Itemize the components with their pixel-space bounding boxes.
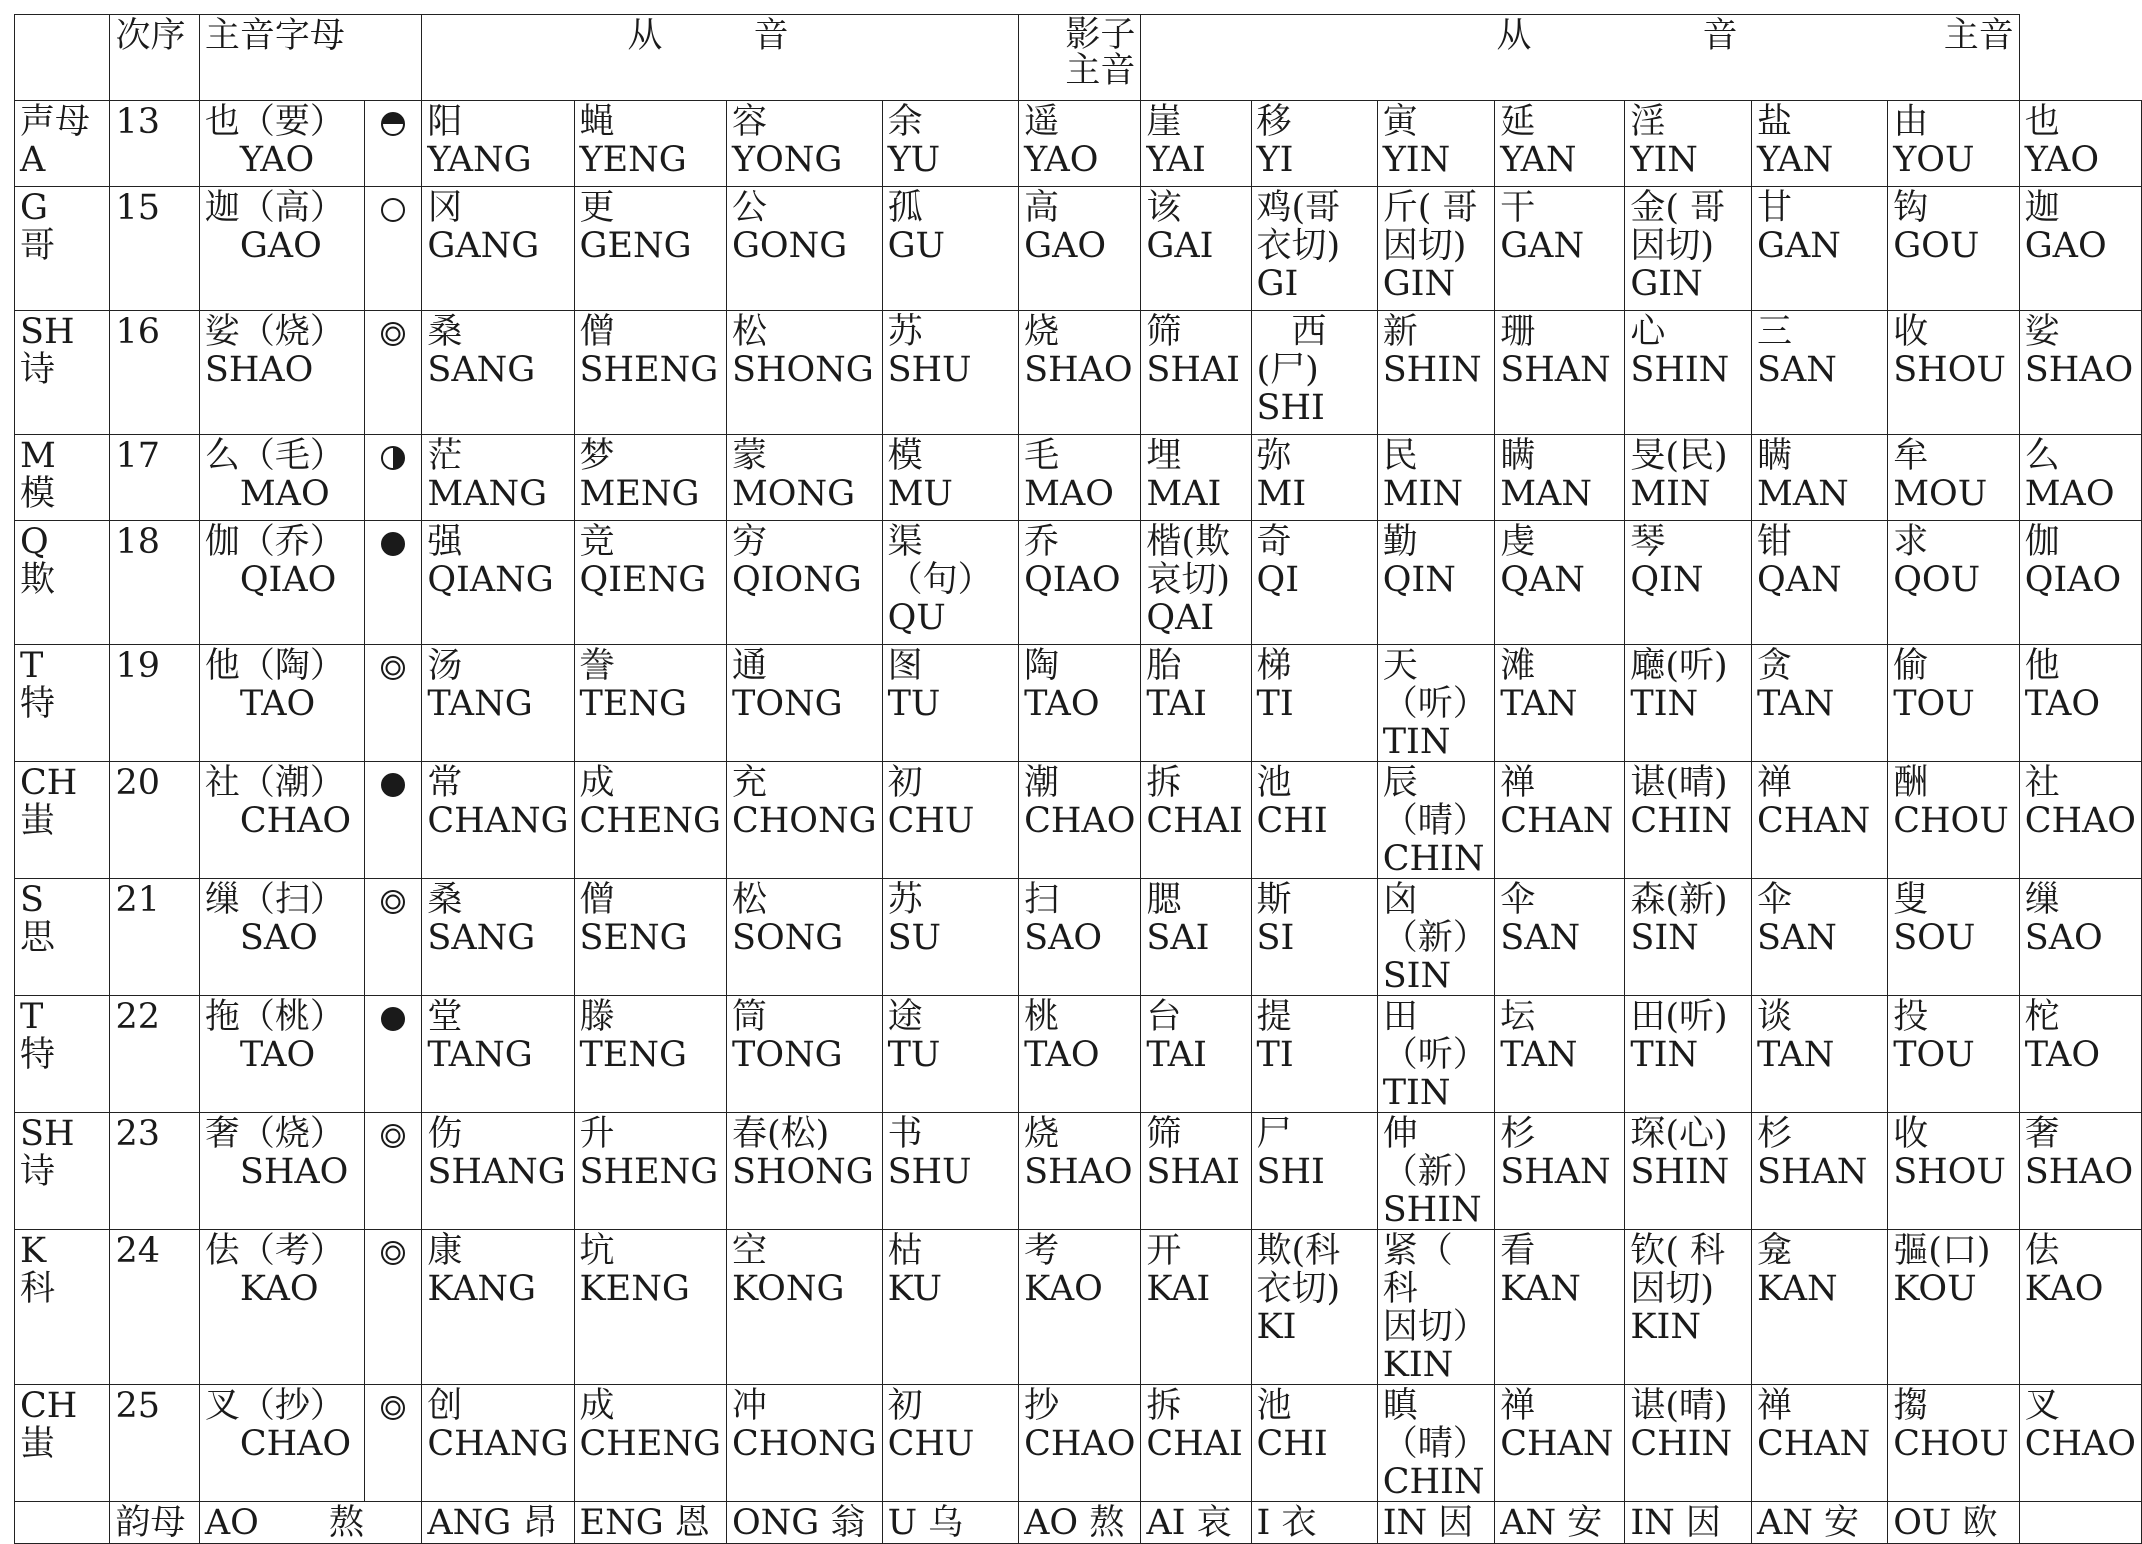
cong-yin-6-cell: 西 (尸) SHI — [1251, 311, 1377, 435]
tone-symbol-cell — [365, 1230, 422, 1385]
cong-yin-4-cell: 图 TU — [882, 645, 1019, 762]
cong-yin-1-cell: 桑 SANG — [422, 879, 574, 996]
cong-yin-9-cell: 田(听) TIN — [1625, 996, 1752, 1113]
cong-yin-1-cell: 创 CHANG — [422, 1385, 574, 1502]
order-cell: 15 — [110, 187, 199, 311]
cong-yin-10-cell: 甘 GAN — [1751, 187, 1887, 311]
cong-yin-9-cell: 谌(晴) CHIN — [1625, 762, 1752, 879]
circle-filled-icon — [379, 1005, 407, 1033]
cong-yin-3-cell: 容 YONG — [726, 101, 882, 187]
shadow-main-cell: 乔 QIAO — [1019, 521, 1141, 645]
cong-yin-9-cell: 淫 YIN — [1625, 101, 1752, 187]
cong-yin-7-cell: 斤( 哥 因切) GIN — [1377, 187, 1495, 311]
cong-yin-7-cell: 勤 QIN — [1377, 521, 1495, 645]
cong-yin-10-cell: 盐 YAN — [1751, 101, 1887, 187]
cong-yin-11-cell: 牟 MOU — [1888, 435, 2020, 521]
shadow-main-cell: 潮 CHAO — [1019, 762, 1141, 879]
initial-cell: CH 蚩 — [15, 762, 110, 879]
cong-yin-8-cell: 伞 SAN — [1495, 879, 1625, 996]
cong-yin-5-cell: 埋 MAI — [1141, 435, 1251, 521]
cong-yin-8-cell: 看 KAN — [1495, 1230, 1625, 1385]
cong-yin-7-cell: 民 MIN — [1377, 435, 1495, 521]
footer-final-c9: IN 因 — [1625, 1502, 1752, 1544]
cong-yin-5-cell: 开 KAI — [1141, 1230, 1251, 1385]
cong-yin-2-cell: 竞 QIENG — [574, 521, 726, 645]
table-row — [15, 1113, 2142, 1230]
main-sound-cell: 么 MAO — [2019, 435, 2141, 521]
shadow-main-cell: 遥 YAO — [1019, 101, 1141, 187]
header-cong-yin-1 — [422, 15, 1019, 101]
circle-dot-icon — [379, 1239, 407, 1267]
order-cell: 19 — [110, 645, 199, 762]
cong-yin-4-cell: 途 TU — [882, 996, 1019, 1113]
cong-yin-6-cell: 池 CHI — [1251, 1385, 1377, 1502]
order-cell: 22 — [110, 996, 199, 1113]
order-cell: 18 — [110, 521, 199, 645]
header-cong-yin-2-text: 从 音 — [1496, 16, 1818, 56]
footer-final-c5: AI 哀 — [1141, 1502, 1251, 1544]
table-row — [15, 645, 2142, 762]
cong-yin-6-cell: 鸡(哥 衣切) GI — [1251, 187, 1377, 311]
cong-yin-1-cell: 阳 YANG — [422, 101, 574, 187]
cong-yin-5-cell: 拆 CHAI — [1141, 1385, 1251, 1502]
main-initial-cell: 社（潮） CHAO — [199, 762, 364, 879]
cong-yin-5-cell: 筛 SHAI — [1141, 1113, 1251, 1230]
cong-yin-10-cell: 瞒 MAN — [1751, 435, 1887, 521]
initial-cell: T 特 — [15, 645, 110, 762]
cong-yin-5-cell: 拆 CHAI — [1141, 762, 1251, 879]
order-cell: 13 — [110, 101, 199, 187]
cong-yin-3-cell: 空 KONG — [726, 1230, 882, 1385]
shadow-main-cell: 桃 TAO — [1019, 996, 1141, 1113]
cong-yin-10-cell: 禅 CHAN — [1751, 762, 1887, 879]
cong-yin-7-cell: 囟（新） SIN — [1377, 879, 1495, 996]
cong-yin-6-cell: 尸 SHI — [1251, 1113, 1377, 1230]
initial-cell: SH 诗 — [15, 311, 110, 435]
cong-yin-8-cell: 虔 QAN — [1495, 521, 1625, 645]
cong-yin-10-cell: 三 SAN — [1751, 311, 1887, 435]
shadow-main-cell: 烧 SHAO — [1019, 1113, 1141, 1230]
cong-yin-5-cell: 楷(欺 哀切) QAI — [1141, 521, 1251, 645]
cong-yin-9-cell: 谌(晴) CHIN — [1625, 1385, 1752, 1502]
cong-yin-3-cell: 公 GONG — [726, 187, 882, 311]
cong-yin-10-cell: 贪 TAN — [1751, 645, 1887, 762]
table-row — [15, 1385, 2142, 1502]
header-main-initial-text: 主音字母 — [204, 16, 345, 56]
footer-main: AO 熬 — [199, 1502, 422, 1544]
cong-yin-10-cell: 钳 QAN — [1751, 521, 1887, 645]
initial-cell: 声母 A — [15, 101, 110, 187]
circle-filled-icon — [379, 771, 407, 799]
header-cong-yin-1-text: 从 音 — [627, 16, 829, 56]
main-initial-cell: 伽（乔） QIAO — [199, 521, 364, 645]
cong-yin-7-cell: 寅 YIN — [1377, 101, 1495, 187]
order-cell: 20 — [110, 762, 199, 879]
phonetic-table — [14, 14, 2142, 1544]
cong-yin-2-cell: 坑 KENG — [574, 1230, 726, 1385]
circle-filled-icon — [379, 530, 407, 558]
tone-symbol-cell — [365, 1113, 422, 1230]
circle-dot-icon — [379, 1122, 407, 1150]
cong-yin-6-cell: 池 CHI — [1251, 762, 1377, 879]
cong-yin-9-cell: 森(新) SIN — [1625, 879, 1752, 996]
shadow-main-cell: 高 GAO — [1019, 187, 1141, 311]
table-row — [15, 187, 2142, 311]
circle-empty-icon — [379, 196, 407, 224]
main-sound-cell: 奢 SHAO — [2019, 1113, 2141, 1230]
table-row — [15, 521, 2142, 645]
cong-yin-5-cell: 该 GAI — [1141, 187, 1251, 311]
cong-yin-8-cell: 滩 TAN — [1495, 645, 1625, 762]
header-main-sound: 主音 — [1943, 16, 2014, 56]
table-row — [15, 879, 2142, 996]
cong-yin-2-cell: 梦 MENG — [574, 435, 726, 521]
cong-yin-7-cell: 瞋（晴） CHIN — [1377, 1385, 1495, 1502]
cong-yin-9-cell: 琛(心) SHIN — [1625, 1113, 1752, 1230]
table-row — [15, 101, 2142, 187]
cong-yin-3-cell: 蒙 MONG — [726, 435, 882, 521]
cong-yin-1-cell: 强 QIANG — [422, 521, 574, 645]
cong-yin-11-cell: 酬 CHOU — [1888, 762, 2020, 879]
initial-cell: CH 蚩 — [15, 1385, 110, 1502]
cong-yin-4-cell: 初 CHU — [882, 1385, 1019, 1502]
cong-yin-4-cell: 模 MU — [882, 435, 1019, 521]
circle-dot-icon — [379, 320, 407, 348]
shadow-main-cell: 陶 TAO — [1019, 645, 1141, 762]
footer-final-c4: U 乌 — [882, 1502, 1019, 1544]
shadow-main-cell: 抄 CHAO — [1019, 1385, 1141, 1502]
cong-yin-5-cell: 腮 SAI — [1141, 879, 1251, 996]
main-sound-cell: 柁 TAO — [2019, 996, 2141, 1113]
main-initial-cell: 佉（考） KAO — [199, 1230, 364, 1385]
cong-yin-1-cell: 康 KANG — [422, 1230, 574, 1385]
cong-yin-1-cell: 茫 MANG — [422, 435, 574, 521]
cong-yin-3-cell: 通 TONG — [726, 645, 882, 762]
cong-yin-5-cell: 筛 SHAI — [1141, 311, 1251, 435]
cong-yin-7-cell: 辰（晴） CHIN — [1377, 762, 1495, 879]
circle-dot-icon — [379, 1394, 407, 1422]
cong-yin-7-cell: 伸（新） SHIN — [1377, 1113, 1495, 1230]
cong-yin-7-cell: 新 SHIN — [1377, 311, 1495, 435]
cong-yin-8-cell: 禅 CHAN — [1495, 762, 1625, 879]
order-cell: 23 — [110, 1113, 199, 1230]
cong-yin-6-cell: 移 YI — [1251, 101, 1377, 187]
footer-label: 韵母 — [110, 1502, 199, 1544]
tone-symbol-cell — [365, 311, 422, 435]
cong-yin-1-cell: 冈 GANG — [422, 187, 574, 311]
main-sound-cell: 社 CHAO — [2019, 762, 2141, 879]
shadow-main-cell: 考 KAO — [1019, 1230, 1141, 1385]
footer-final-c12 — [2019, 1502, 2141, 1544]
cong-yin-11-cell: 收 SHOU — [1888, 1113, 2020, 1230]
cong-yin-4-cell: 苏 SHU — [882, 311, 1019, 435]
cong-yin-2-cell: 更 GENG — [574, 187, 726, 311]
cong-yin-8-cell: 杉 SHAN — [1495, 1113, 1625, 1230]
main-initial-cell: 叉（抄） CHAO — [199, 1385, 364, 1502]
cong-yin-11-cell: 搊 CHOU — [1888, 1385, 2020, 1502]
cong-yin-5-cell: 胎 TAI — [1141, 645, 1251, 762]
shadow-main-cell: 烧 SHAO — [1019, 311, 1141, 435]
initial-cell: Q 欺 — [15, 521, 110, 645]
main-initial-cell: 缫（扫） SAO — [199, 879, 364, 996]
header-shadow-main: 影子 主音 — [1019, 15, 1141, 101]
cong-yin-6-cell: 弥 MI — [1251, 435, 1377, 521]
footer-final-c1: ANG 昂 — [422, 1502, 574, 1544]
cong-yin-4-cell: 初 CHU — [882, 762, 1019, 879]
cong-yin-1-cell: 堂 TANG — [422, 996, 574, 1113]
cong-yin-9-cell: 钦( 科 因切) KIN — [1625, 1230, 1752, 1385]
main-sound-cell: 迦 GAO — [2019, 187, 2141, 311]
cong-yin-10-cell: 杉 SHAN — [1751, 1113, 1887, 1230]
tone-symbol-cell — [365, 645, 422, 762]
table-row — [15, 311, 2142, 435]
phonetic-table-page — [14, 14, 2142, 1544]
cong-yin-5-cell: 崖 YAI — [1141, 101, 1251, 187]
tone-symbol-cell — [365, 101, 422, 187]
cong-yin-4-cell: 枯 KU — [882, 1230, 1019, 1385]
tone-symbol-cell — [365, 996, 422, 1113]
tone-symbol-cell — [365, 762, 422, 879]
cong-yin-8-cell: 珊 SHAN — [1495, 311, 1625, 435]
tone-symbol-cell — [365, 435, 422, 521]
cong-yin-9-cell: 廰(听) TIN — [1625, 645, 1752, 762]
cong-yin-7-cell: 紧（ 科 因切） KIN — [1377, 1230, 1495, 1385]
main-initial-cell: 也（要） YAO — [199, 101, 364, 187]
shadow-main-cell: 扫 SAO — [1019, 879, 1141, 996]
cong-yin-11-cell: 偷 TOU — [1888, 645, 2020, 762]
main-sound-cell: 佉 KAO — [2019, 1230, 2141, 1385]
cong-yin-6-cell: 梯 TI — [1251, 645, 1377, 762]
cong-yin-4-cell: 余 YU — [882, 101, 1019, 187]
circle-dot-icon — [379, 654, 407, 682]
cong-yin-4-cell: 书 SHU — [882, 1113, 1019, 1230]
footer-final-c10: AN 安 — [1751, 1502, 1887, 1544]
cong-yin-10-cell: 禅 CHAN — [1751, 1385, 1887, 1502]
cong-yin-2-cell: 僧 SENG — [574, 879, 726, 996]
cong-yin-2-cell: 蝇 YENG — [574, 101, 726, 187]
table-row — [15, 996, 2142, 1113]
cong-yin-7-cell: 天（听） TIN — [1377, 645, 1495, 762]
cong-yin-10-cell: 谈 TAN — [1751, 996, 1887, 1113]
initial-cell: M 模 — [15, 435, 110, 521]
initial-cell: T 特 — [15, 996, 110, 1113]
cong-yin-2-cell: 成 CHENG — [574, 762, 726, 879]
main-sound-cell: 他 TAO — [2019, 645, 2141, 762]
footer-final-c6: I 衣 — [1251, 1502, 1377, 1544]
cong-yin-11-cell: 彄(口) KOU — [1888, 1230, 2020, 1385]
tone-symbol-cell — [365, 1385, 422, 1502]
tone-symbol-cell — [365, 187, 422, 311]
main-initial-cell: 奢（烧） SHAO — [199, 1113, 364, 1230]
cong-yin-4-cell: 苏 SU — [882, 879, 1019, 996]
cong-yin-3-cell: 穷 QIONG — [726, 521, 882, 645]
cong-yin-1-cell: 伤 SHANG — [422, 1113, 574, 1230]
cong-yin-2-cell: 升 SHENG — [574, 1113, 726, 1230]
main-initial-cell: 他（陶） TAO — [199, 645, 364, 762]
shadow-main-cell: 毛 MAO — [1019, 435, 1141, 521]
cong-yin-9-cell: 金( 哥 因切) GIN — [1625, 187, 1752, 311]
initial-cell: G 哥 — [15, 187, 110, 311]
main-sound-cell: 娑 SHAO — [2019, 311, 2141, 435]
cong-yin-9-cell: 旻(民) MIN — [1625, 435, 1752, 521]
cong-yin-3-cell: 松 SHONG — [726, 311, 882, 435]
header-main-initial — [199, 15, 422, 101]
circle-dot-icon — [379, 888, 407, 916]
order-cell: 24 — [110, 1230, 199, 1385]
tone-symbol-cell — [365, 879, 422, 996]
cong-yin-6-cell: 奇 QI — [1251, 521, 1377, 645]
main-sound-cell: 叉 CHAO — [2019, 1385, 2141, 1502]
main-initial-cell: 么（毛） MAO — [199, 435, 364, 521]
table-row — [15, 435, 2142, 521]
main-initial-cell: 拖（桃） TAO — [199, 996, 364, 1113]
initial-cell: K 科 — [15, 1230, 110, 1385]
cong-yin-8-cell: 瞒 MAN — [1495, 435, 1625, 521]
cong-yin-11-cell: 投 TOU — [1888, 996, 2020, 1113]
cong-yin-11-cell: 由 YOU — [1888, 101, 2020, 187]
cong-yin-4-cell: 孤 GU — [882, 187, 1019, 311]
cong-yin-11-cell: 收 SHOU — [1888, 311, 2020, 435]
cong-yin-5-cell: 台 TAI — [1141, 996, 1251, 1113]
footer-row — [15, 1502, 2142, 1544]
footer-blank — [15, 1502, 110, 1544]
order-cell: 25 — [110, 1385, 199, 1502]
main-initial-cell: 迦（高） GAO — [199, 187, 364, 311]
table-row — [15, 762, 2142, 879]
cong-yin-6-cell: 斯 SI — [1251, 879, 1377, 996]
cong-yin-3-cell: 松 SONG — [726, 879, 882, 996]
header-order: 次序 — [110, 15, 199, 101]
cong-yin-1-cell: 汤 TANG — [422, 645, 574, 762]
cong-yin-2-cell: 成 CHENG — [574, 1385, 726, 1502]
footer-final-c11: OU 欧 — [1888, 1502, 2020, 1544]
cong-yin-3-cell: 充 CHONG — [726, 762, 882, 879]
cong-yin-1-cell: 桑 SANG — [422, 311, 574, 435]
cong-yin-6-cell: 欺(科 衣切) KI — [1251, 1230, 1377, 1385]
cong-yin-7-cell: 田（听） TIN — [1377, 996, 1495, 1113]
order-cell: 16 — [110, 311, 199, 435]
footer-final-shadow: AO 熬 — [1019, 1502, 1141, 1544]
table-row — [15, 1230, 2142, 1385]
order-cell: 17 — [110, 435, 199, 521]
cong-yin-6-cell: 提 TI — [1251, 996, 1377, 1113]
cong-yin-11-cell: 叟 SOU — [1888, 879, 2020, 996]
cong-yin-8-cell: 干 GAN — [1495, 187, 1625, 311]
cong-yin-2-cell: 僧 SHENG — [574, 311, 726, 435]
initial-cell: SH 诗 — [15, 1113, 110, 1230]
header-row — [15, 15, 2142, 101]
initial-cell: S 思 — [15, 879, 110, 996]
cong-yin-10-cell: 伞 SAN — [1751, 879, 1887, 996]
cong-yin-3-cell: 春(松) SHONG — [726, 1113, 882, 1230]
cong-yin-8-cell: 禅 CHAN — [1495, 1385, 1625, 1502]
main-sound-cell: 伽 QIAO — [2019, 521, 2141, 645]
cong-yin-4-cell: 渠（句） QU — [882, 521, 1019, 645]
cong-yin-9-cell: 心 SHIN — [1625, 311, 1752, 435]
cong-yin-1-cell: 常 CHANG — [422, 762, 574, 879]
cong-yin-8-cell: 坛 TAN — [1495, 996, 1625, 1113]
footer-final-c7: IN 因 — [1377, 1502, 1495, 1544]
cong-yin-3-cell: 冲 CHONG — [726, 1385, 882, 1502]
main-sound-cell: 也 YAO — [2019, 101, 2141, 187]
order-cell: 21 — [110, 879, 199, 996]
header-cong-yin-2 — [1141, 15, 2019, 101]
cong-yin-10-cell: 龛 KAN — [1751, 1230, 1887, 1385]
footer-final-c8: AN 安 — [1495, 1502, 1625, 1544]
cong-yin-2-cell: 誊 TENG — [574, 645, 726, 762]
half-top-icon — [379, 110, 407, 138]
half-right-icon — [379, 444, 407, 472]
cong-yin-8-cell: 延 YAN — [1495, 101, 1625, 187]
main-sound-cell: 缫 SAO — [2019, 879, 2141, 996]
main-initial-cell: 娑（烧） SHAO — [199, 311, 364, 435]
cong-yin-2-cell: 滕 TENG — [574, 996, 726, 1113]
cong-yin-3-cell: 筒 TONG — [726, 996, 882, 1113]
header-blank — [15, 15, 110, 101]
tone-symbol-cell — [365, 521, 422, 645]
footer-final-c3: ONG 翁 — [726, 1502, 882, 1544]
cong-yin-11-cell: 求 QOU — [1888, 521, 2020, 645]
cong-yin-9-cell: 琴 QIN — [1625, 521, 1752, 645]
footer-final-c2: ENG 恩 — [574, 1502, 726, 1544]
cong-yin-11-cell: 钩 GOU — [1888, 187, 2020, 311]
